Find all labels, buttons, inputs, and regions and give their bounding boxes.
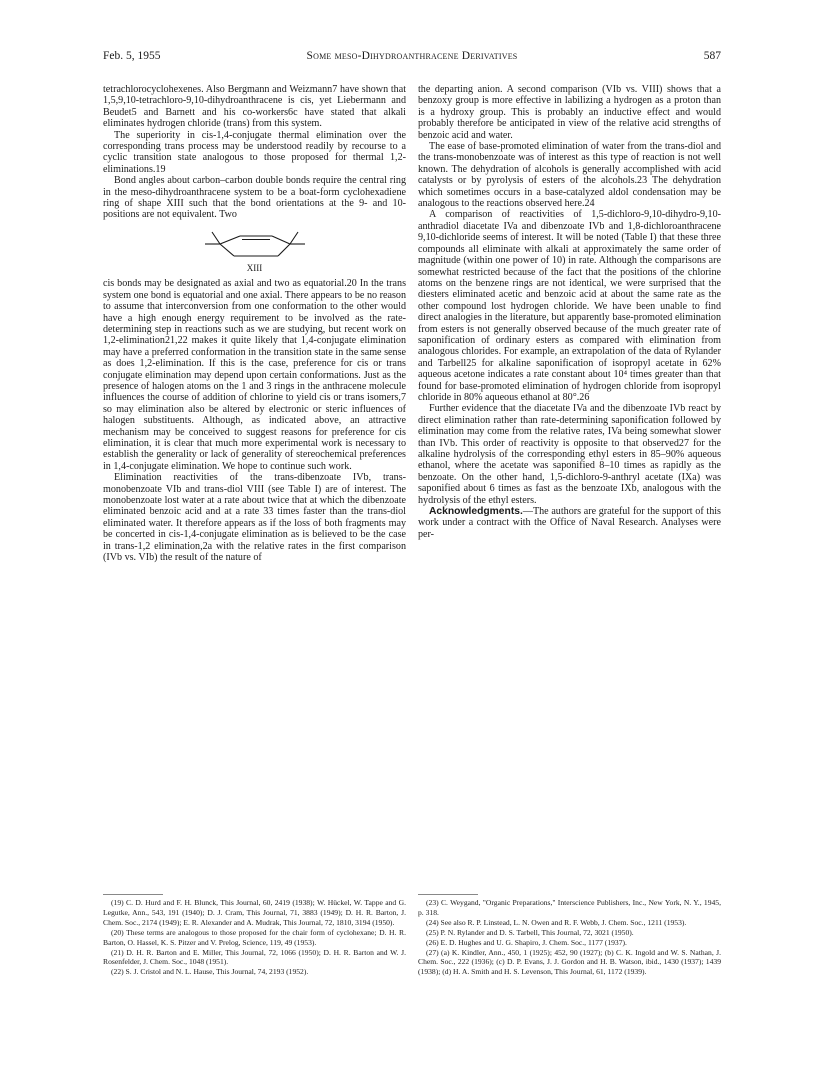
- paragraph: tetrachlorocyclohexenes. Also Bergmann and Weizmann7 have shown that 1,5,9,10-tetrachloro-9,10-dihydroanthracene is cis, yet Liebermann and Beudet5 and Barnett and his co-workers6c have stated that alkali eliminates hydrogen chloride (trans) from this system.: [103, 84, 406, 130]
- left-column: [103, 84, 406, 563]
- footnote: (21) D. H. R. Barton and E. Miller, This Journal, 72, 1066 (1950); D. H. R. Barton and W. J. Rosenfelder, J. Chem. Soc., 1048 (1951).: [103, 947, 406, 967]
- paragraph: Bond angles about carbon–carbon double bonds require the central ring in the meso-dihydroanthracene system to be a boat-form cyclohexadiene ring of shape XIII such that the bond orientations at the 9- and 10-positions are not equivalent. Two: [103, 175, 406, 221]
- paragraph: A comparison of reactivities of 1,5-dichloro-9,10-dihydro-9,10-anthradiol diacetate IVa and dibenzoate IVb and 1,8-dichloroanthracene 9,10-dichloride seems of interest. It will be noted (Table I) that these three compounds all eliminate with alkali at approximately the same order of magnitude (within one power of 10) in rate. Although the comparisons are somewhat restricted because of the fact that the positions of the chlorine atoms on the benzene rings are not identical, we were surprised that the diesters eliminated acetic and benzoic acid at about the same rate as the other compound lost hydrogen chloride. We have been unable to find direct analogies in the literature, but apparently base-promoted elimination from esters is not generally observed because of the much greater rate of saponification of ordinary esters as compared with elimination from analogous chlorides. For example, an extrapolation of the data of Rylander and Tarbell25 for alkaline saponification of isopropyl acetate in 62% aqueous acetone indicates a rate constant about 10⁴ times greater than that found for base-promoted elimination of hydrogen chloride from isopropyl chloride in 80% aqueous ethanol at 80°.26: [418, 209, 721, 403]
- footnote: (27) (a) K. Kindler, Ann., 450, 1 (1925); 452, 90 (1927); (b) C. K. Ingold and W. S. Nathan, J. Chem. Soc., 222 (1936); (c) D. P. Evans, J. J. Gordon and H. B. Watson, ibid., 1430 (1937); 1439 (1938); (d) H. A. Smith and H. S. Levenson, This Journal, 61, 1172 (1939).: [418, 947, 721, 977]
- footnote: (19) C. D. Hurd and F. H. Blunck, This Journal, 60, 2419 (1938); W. Hückel, W. Tappe and G. Legutke, Ann., 543, 191 (1940); D. J. Cram, This Journal, 71, 3883 (1949); D. H. R. Barton, J. Chem. Soc., 2174 (1949); E. R. Alexander and A. Mudrak, This Journal, 72, 1810, 3194 (1950).: [103, 898, 406, 927]
- boat-cyclohexadiene-drawing: [200, 226, 310, 262]
- paragraph: The ease of base-promoted elimination of water from the trans-diol and the trans-monobenzoate was of interest as this type of reaction is not well known. The dehydration of alcohols is generally accomplished with acid catalysts or by pyrolysis of esters of the alcohols.23 The dehydration which sometimes occurs in a base-catalyzed aldol condensation may be analogous to the reactions observed here.24: [418, 141, 721, 210]
- paragraph: the departing anion. A second comparison (VIb vs. VIII) shows that a benzoxy group is more effective in labilizing a hydrogen as a proton than is a hydroxy group. This is probably an inductive effect and would probably therefore be anticipated in view of the relative acid strengths of benzoic acid and water.: [418, 84, 721, 141]
- running-header: [103, 50, 721, 66]
- footnote: (22) S. J. Cristol and N. L. Hause, This Journal, 74, 2193 (1952).: [111, 967, 309, 977]
- footnote: (24) See also R. P. Linstead, L. N. Owen and R. F. Webb, J. Chem. Soc., 1211 (1953).: [426, 917, 687, 927]
- structure-xiii: [103, 226, 406, 274]
- footnote: (20) These terms are analogous to those proposed for the chair form of cyclohexane; D. H. R. Barton, O. Hassel, K. S. Pitzer and V. Prelog, Science, 119, 49 (1953).: [103, 927, 406, 947]
- footnote: (23) C. Weygand, "Organic Preparations," Interscience Publishers, Inc., New York, N. Y., 1945, p. 318.: [418, 898, 721, 917]
- footnote: (26) E. D. Hughes and U. G. Shapiro, J. Chem. Soc., 1177 (1937).: [426, 937, 627, 947]
- structure-label: XIII: [246, 262, 263, 273]
- footnote-rule: [418, 894, 478, 895]
- right-column: [418, 84, 721, 540]
- header-date: Feb. 5, 1955: [103, 50, 161, 62]
- footnote-rule: [103, 894, 163, 895]
- footnotes-left: [103, 898, 406, 977]
- paragraph: Elimination reactivities of the trans-dibenzoate IVb, trans-monobenzoate VIb and trans-diol VIII (see Table I) are of interest. The monobenzoate lost water at a rate about twice that at which the dibenzoate eliminated benzoic acid and at a rate 33 times faster than the trans-diol eliminated water. It therefore appears as if the loss of both fragments may be concerted in cis-1,4-conjugate elimination as is believed to be the case in trans-1,2 elimination,2a with the relative rates in the first comparison (IVb vs. VIb) the result of the nature of: [103, 472, 406, 564]
- footnote: (25) P. N. Rylander and D. S. Tarbell, This Journal, 72, 3021 (1950).: [426, 927, 634, 937]
- acknowledgments-text: —The authors are grateful for the support of this work under a contract with the Office of Naval Research. Analyses were per-: [418, 506, 721, 540]
- header-title: Some meso-Dihydroanthracene Derivatives: [306, 50, 518, 62]
- acknowledgments-heading: Acknowledgments.: [429, 506, 523, 518]
- footnotes-right: [418, 898, 721, 977]
- paragraph: The superiority in cis-1,4-conjugate thermal elimination over the corresponding trans process may be understood readily by recourse to a cyclic transition state analogous to those proposed for thermal 1,2-eliminations.19: [103, 129, 406, 175]
- acknowledgments: [418, 506, 721, 540]
- paragraph: cis bonds may be designated as axial and two as equatorial.20 In the trans system one bond is equatorial and one axial. There appears to be no reason to assume that interconversion from one conformation to the other would have a high enough energy requirement to be involved as the rate-determining step in reactions such as we are studying, but recent work on 1,2-elimination21,22 makes it quite likely that 1,4-conjugate elimination may have a preferred conformation in the transition state in the same sense as does 1,2-elimination. If this is the case, preference for cis or trans conjugate elimination may depend upon certain conformations. Just as the presence of halogen atoms on the 1 and 3 rings in the anthracene molecule influences the course of addition of chlorine to yield cis or trans isomers,7 so may elimination also be altered by electronic or steric influences of halogen substituents. Although, as indicated above, an attractive mechanism may be conceived to suggest reasons for preference for cis elimination, it is clear that much more experimental work is necessary to establish the generality or lack of generality of stereochemical preferences in 1,4-conjugate elimination. We hope to continue such work.: [103, 278, 406, 472]
- paragraph: Further evidence that the diacetate IVa and the dibenzoate IVb react by direct elimination rather than rate-determining saponification followed by elimination may come from the relative rates, IVa being somewhat slower than IVb. This order of reactivity is opposite to that observed27 for the alkaline hydrolysis of the corresponding ethyl esters in 85–90% aqueous ethanol, where the acetate was saponified 8–10 times as rapidly as the benzoate. On the other hand, 1,5-dichloro-9-anthryl acetate (IXa) was saponified about 6 times as fast as the benzoate IXb, analogous with the hydrolysis of the ethyl esters.: [418, 403, 721, 506]
- page-number: 587: [703, 50, 721, 62]
